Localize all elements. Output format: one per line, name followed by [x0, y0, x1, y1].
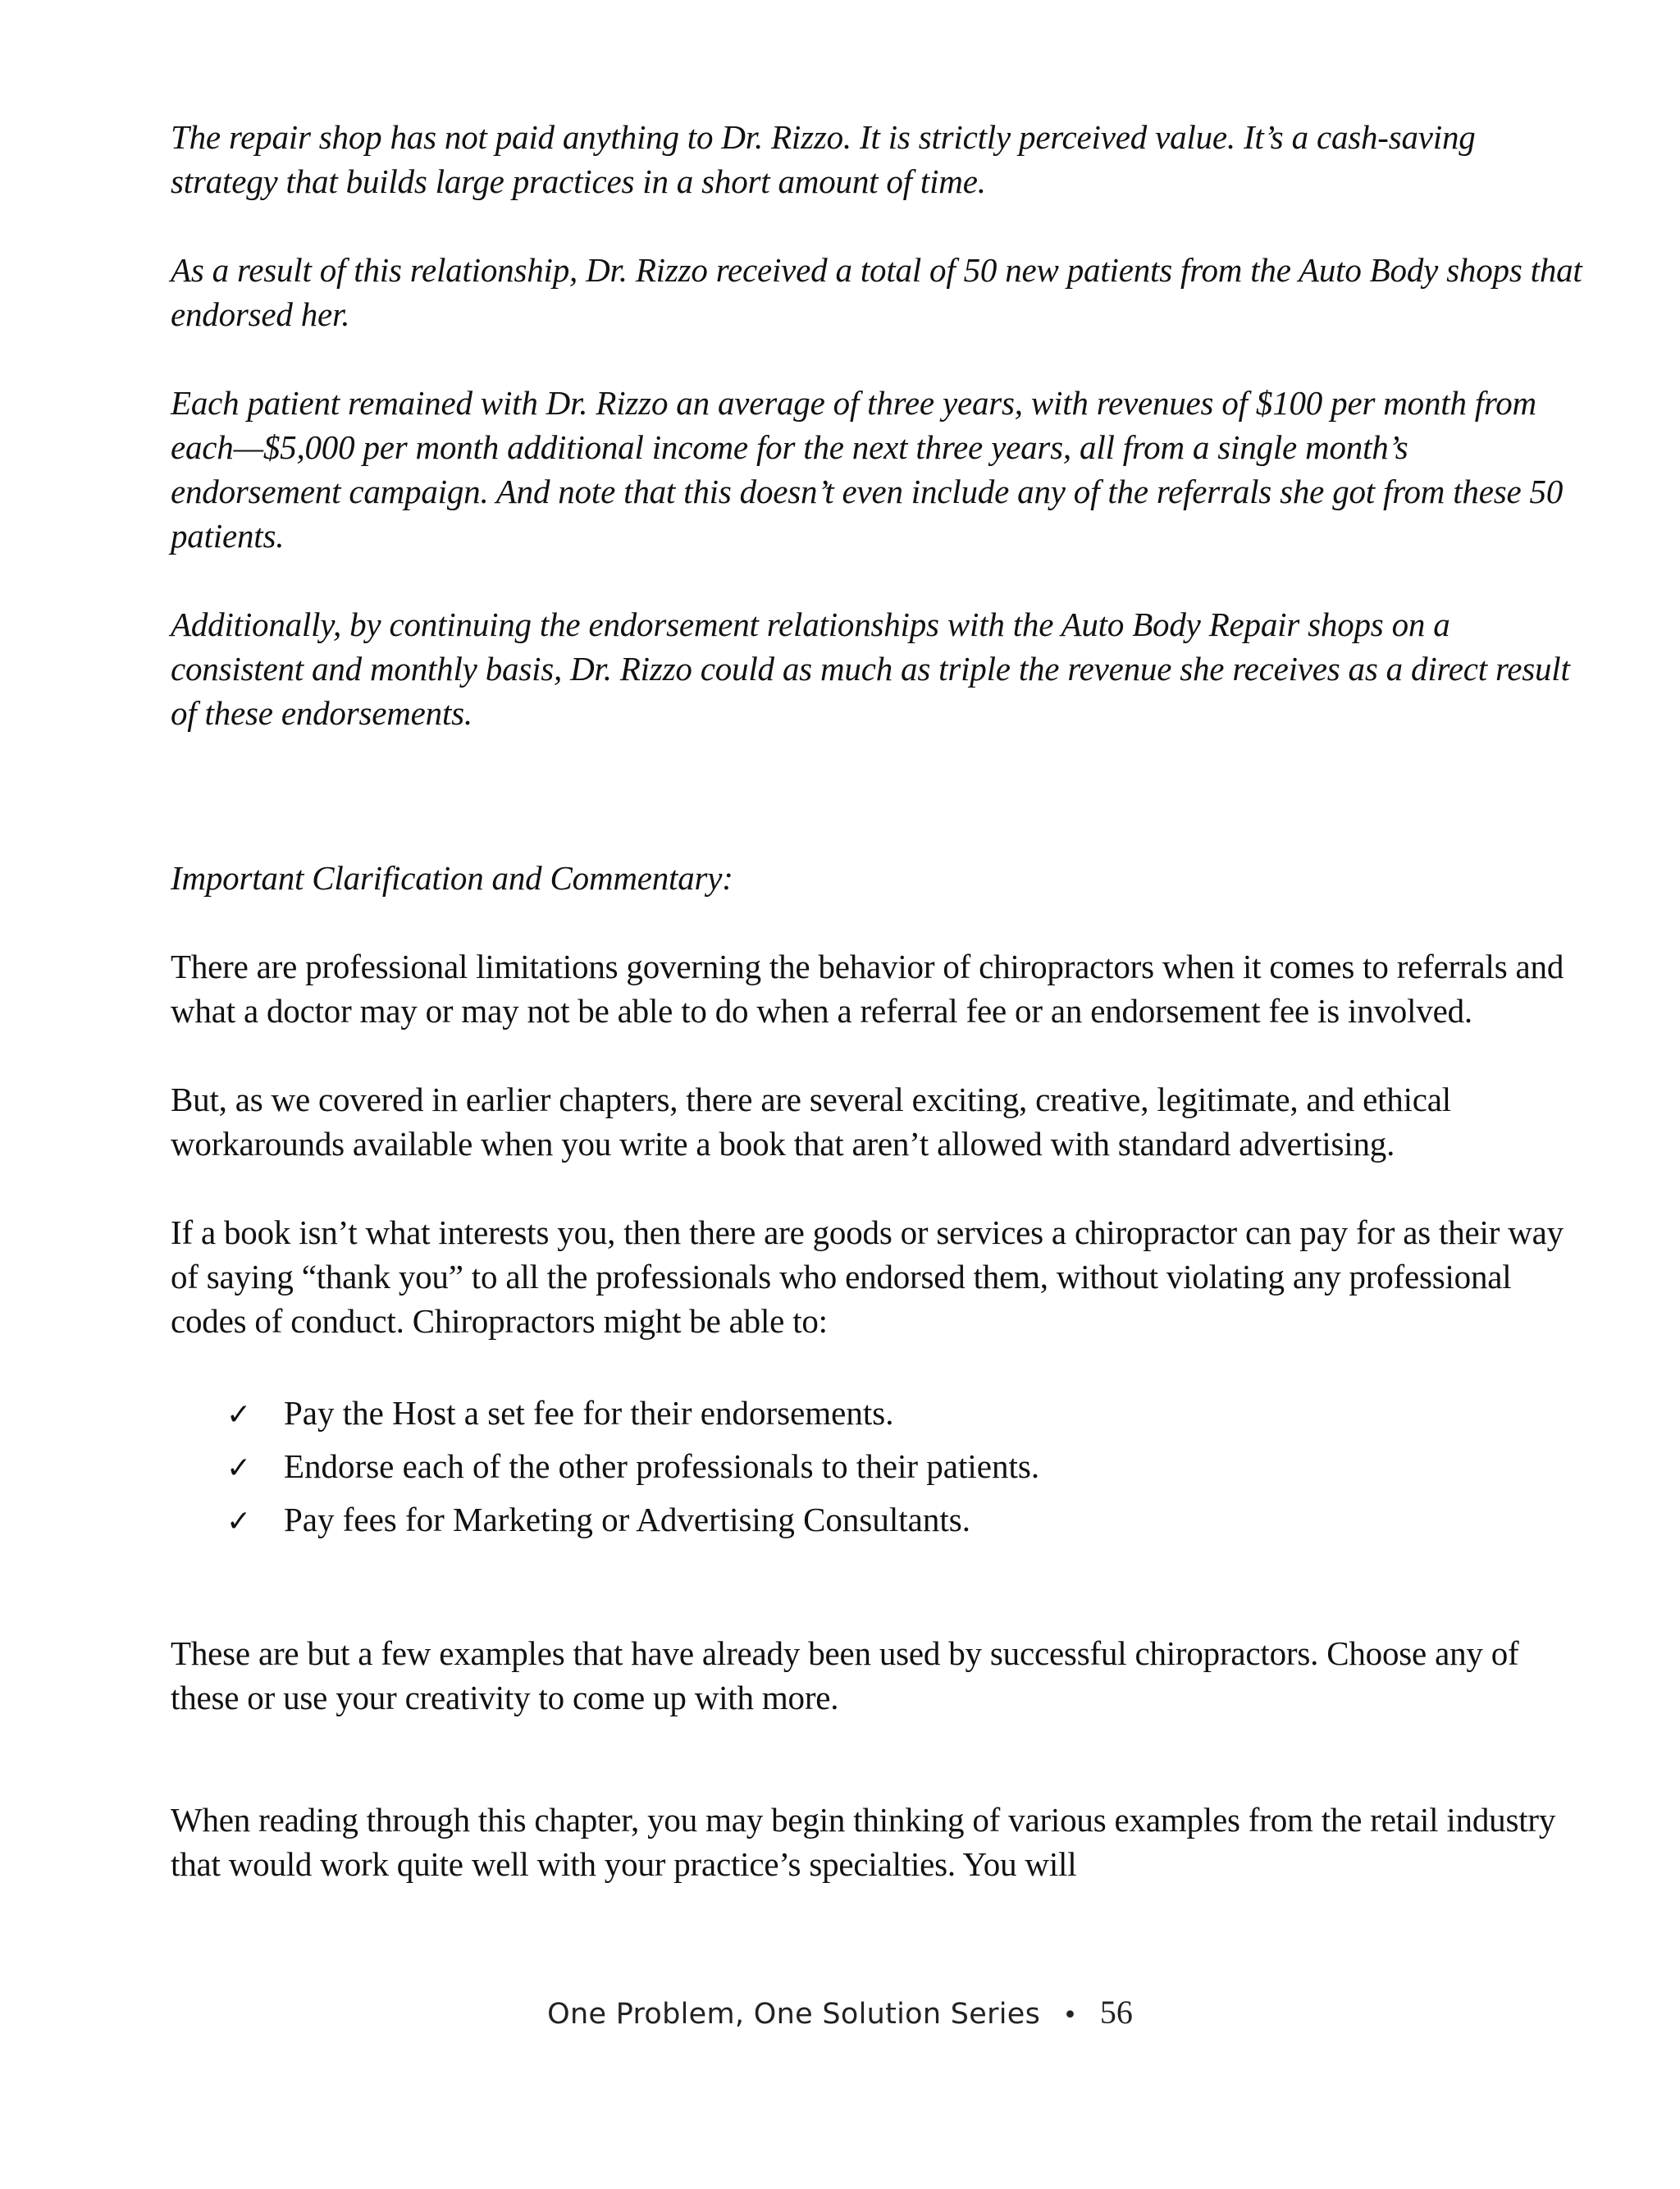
paragraph-retail-industry: When reading through this chapter, you may begin thinking of various examples from the retail industry that would work quite well with your practice’s specialties. You will: [171, 1801, 1556, 1883]
check-mark-icon: ✓: [226, 1398, 252, 1432]
paragraph-examples: These are but a few examples that have already been used by successful chiropractors. Choose any of these or use your creativity to come up with more.: [171, 1634, 1519, 1716]
paragraph-new-patients: As a result of this relationship, Dr. Rizzo received a total of 50 new patients from the Auto Body shops that endorsed her.: [171, 251, 1582, 333]
paragraph-professional-limitations: There are professional limitations governing the behavior of chiropractors when it comes to referrals and what a doctor may or may not be able to do when a referral fee or an endorsement fee is involved.: [171, 948, 1564, 1030]
check-mark-icon: ✓: [226, 1505, 252, 1538]
footer-bullet: •: [1062, 2001, 1078, 2030]
section-heading: Important Clarification and Commentary:: [171, 859, 733, 897]
page-footer: [0, 1992, 1680, 2036]
paragraph-perceived-value: The repair shop has not paid anything to Dr. Rizzo. It is strictly perceived value. It’s a cash-saving strategy that builds large practices in a short amount of time.: [171, 118, 1476, 200]
footer-series-title: One Problem, One Solution Series: [547, 1998, 1041, 2031]
check-mark-icon: ✓: [226, 1451, 252, 1485]
paragraph-workarounds: But, as we covered in earlier chapters, there are several exciting, creative, legitimate, and ethical workarounds available when you write a book that aren’t allowed with standard advertising.: [171, 1081, 1451, 1163]
list-item-text: Endorse each of the other professionals to their patients.: [284, 1447, 1040, 1485]
list-item-text: Pay the Host a set fee for their endorsements.: [284, 1394, 894, 1432]
paragraph-thank-you: If a book isn’t what interests you, then there are goods or services a chiropractor can pay for as their way of saying “thank you” to all the professionals who endorsed them, without violating any professional codes of conduct. Chiropractors might be able to:: [171, 1213, 1564, 1340]
paragraph-triple-revenue: Additionally, by continuing the endorsement relationships with the Auto Body Repair shops on a consistent and monthly basis, Dr. Rizzo could as much as triple the revenue she receives as a direct result of these endorsements.: [171, 606, 1570, 732]
paragraph-revenue: Each patient remained with Dr. Rizzo an average of three years, with revenues of $100 per month from each—$5,000 per month additional income for the next three years, all from a single month’s endorsement campaign. And note that this doesn’t even include any of the referrals she got from these 50 patients.: [171, 384, 1564, 555]
document-page: [171, 115, 1586, 1886]
list-item: [226, 1441, 1586, 1494]
page-number: 56: [1099, 1994, 1133, 2031]
checklist: [171, 1387, 1586, 1547]
list-item: [226, 1494, 1586, 1547]
list-item: [226, 1387, 1586, 1441]
list-item-text: Pay fees for Marketing or Advertising Consultants.: [284, 1501, 970, 1538]
